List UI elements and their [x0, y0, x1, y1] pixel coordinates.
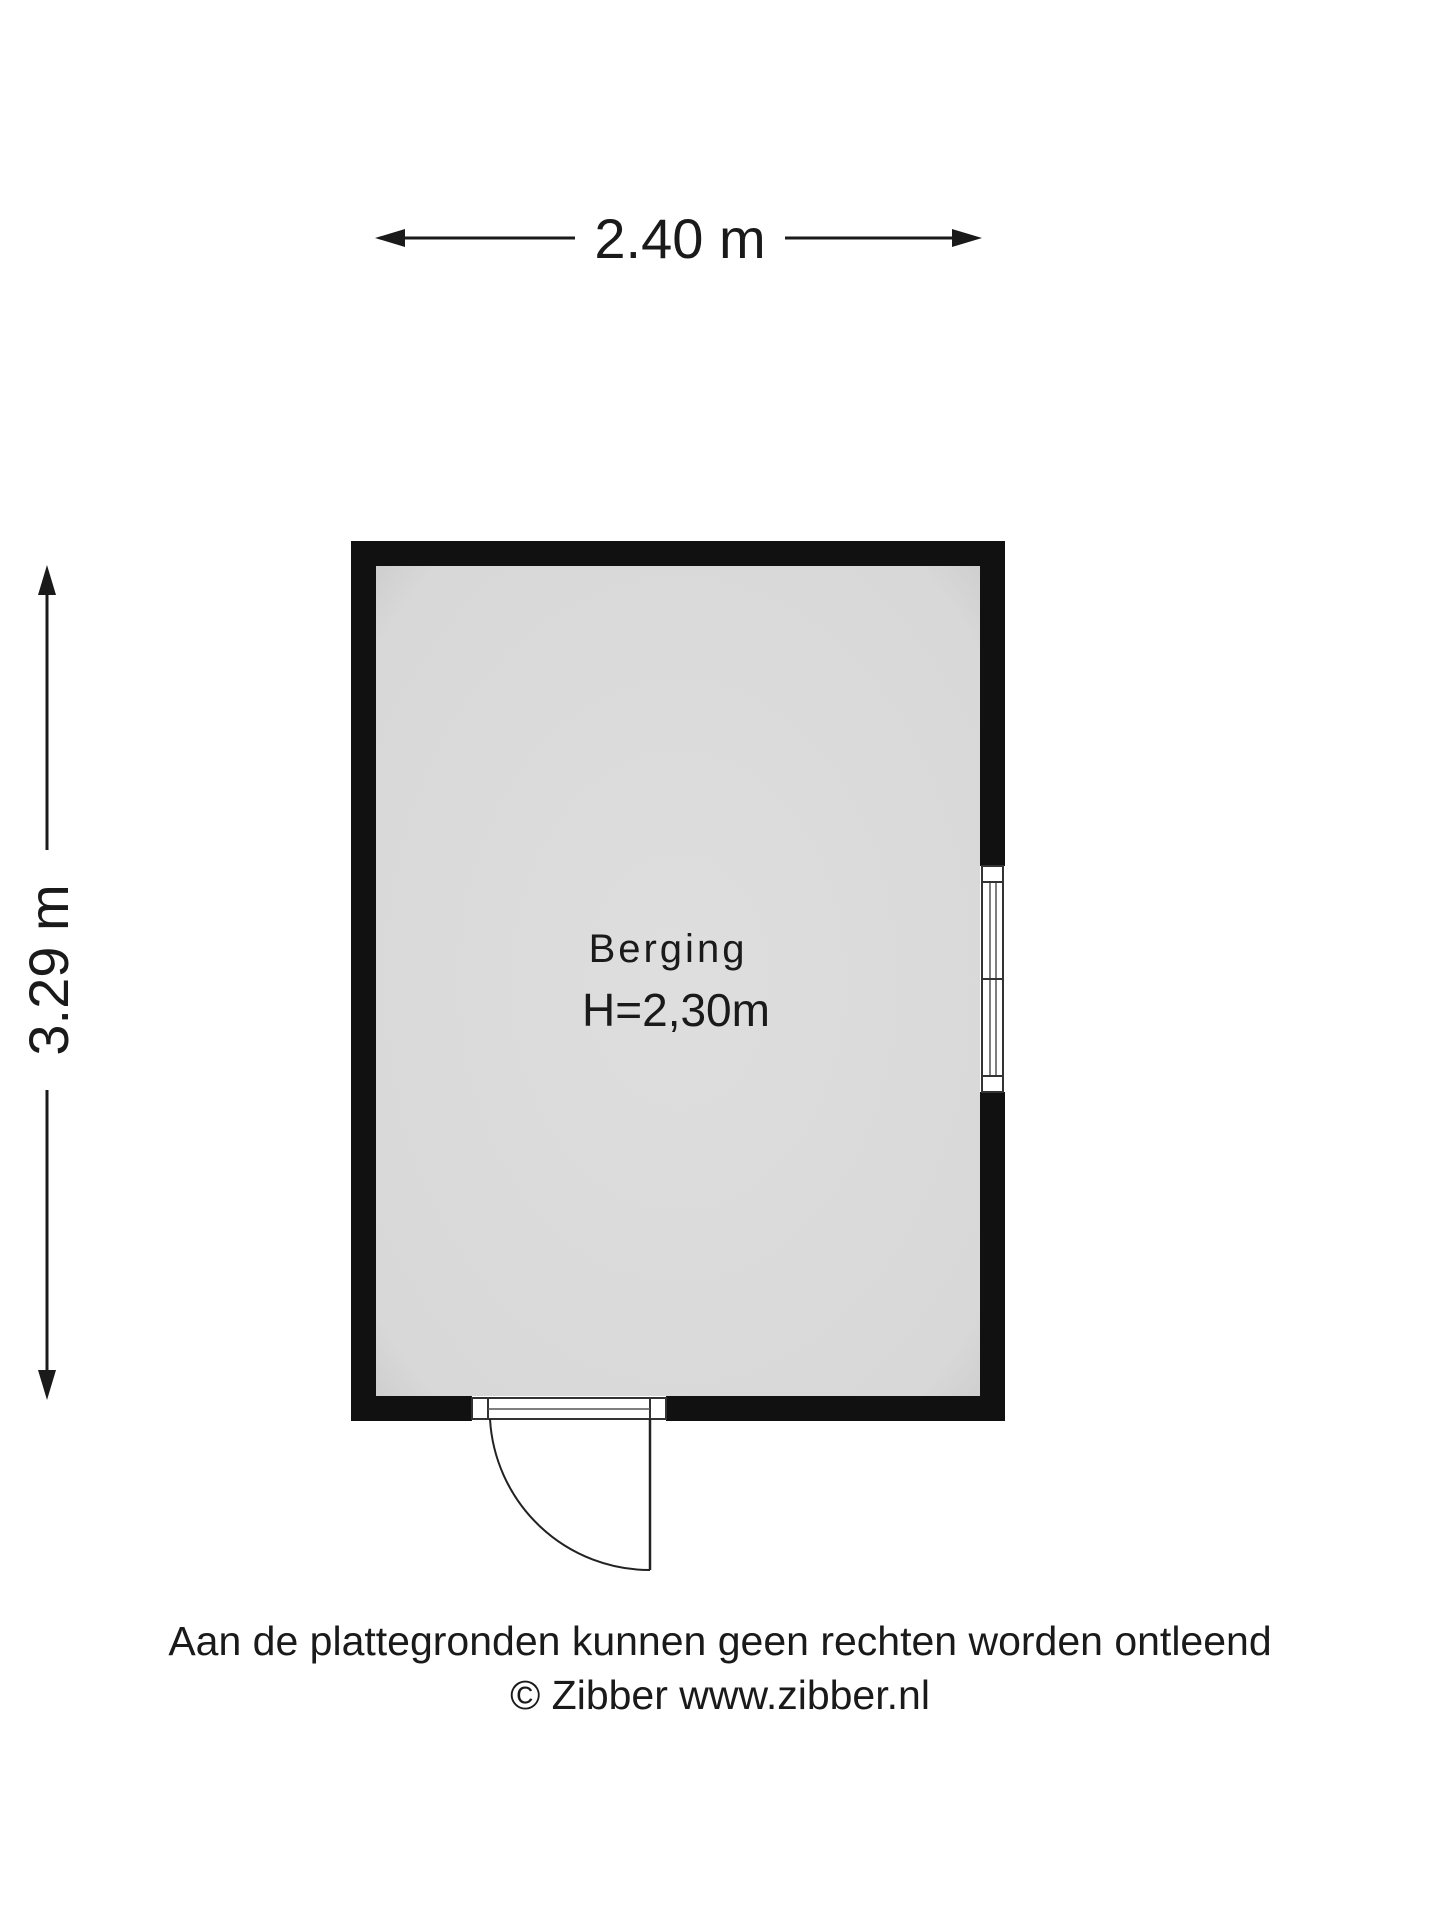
door-swing-arc [490, 1419, 650, 1570]
depth-label: 3.29 m [17, 884, 80, 1056]
door [472, 1396, 666, 1570]
width-dimension [375, 207, 982, 270]
width-label: 2.40 m [594, 207, 766, 270]
room-floor [376, 566, 980, 1396]
disclaimer-text: Aan de plattegronden kunnen geen rechten worden ontleend [168, 1618, 1272, 1664]
room-height: H=2,30m [582, 984, 770, 1036]
depth-dimension [17, 565, 80, 1400]
copyright-text: © Zibber www.zibber.nl [510, 1672, 930, 1718]
arrow-right-icon [952, 229, 982, 247]
room-name: Berging [588, 927, 748, 971]
arrow-up-icon [38, 565, 56, 595]
arrow-left-icon [375, 229, 405, 247]
window [980, 866, 1005, 1092]
room-berging [351, 541, 1005, 1570]
arrow-down-icon [38, 1370, 56, 1400]
